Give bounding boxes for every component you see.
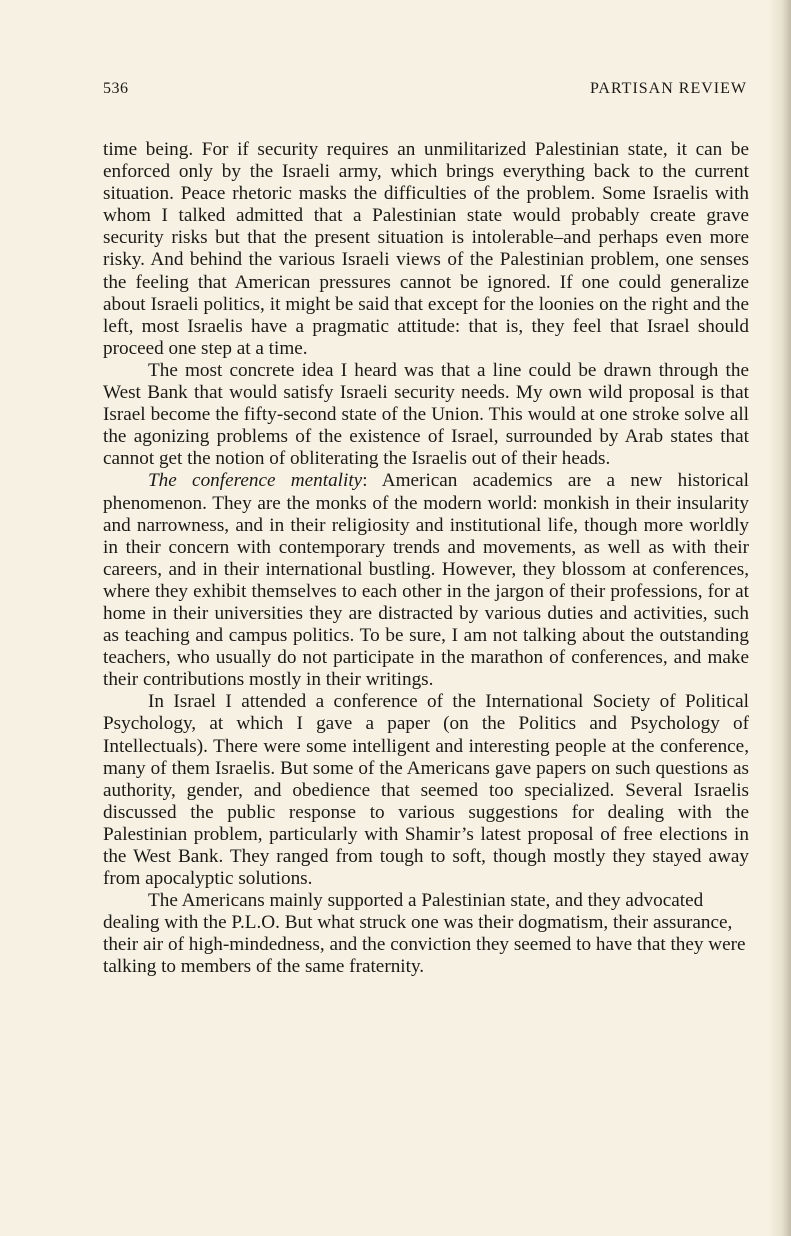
paragraph-4: In Israel I attended a conference of the International Society of Political Psychology, at which I gave a paper (on the Politics and Psychology of Intellectuals). There were some intelligent and interesting people at the conference, many of them Israelis. But some of the Americans gave papers on such questions as authority, gender, and obedience that seemed too specialized. Several Israelis discussed the public response to various suggestions for dealing with the Palestinian problem, particularly with Shamir’s latest proposal of free elections in the West Bank. They ranged from tough to soft, though mostly they stayed away from apocalyptic solutions. xyxy=(103,691,749,890)
page-number: 536 xyxy=(103,80,129,97)
section-title: The conference mentality xyxy=(148,470,363,492)
paragraph-5: The Americans mainly supported a Palestinian state, and they advocated dealing with the P.L.O. But what struck one was their dogmatism, their assurance, their air of high-mindedness, and the conviction they seemed to have that they were talking to members of the same fraternity. xyxy=(103,890,746,978)
page-edge-shadow xyxy=(769,0,791,1236)
paragraph-2: The most concrete idea I heard was that a line could be drawn through the West Bank that would satisfy Israeli security needs. My own wild proposal is that Israel become the fifty-second state of the Union. This would at one stroke solve all the agonizing problems of the existence of Israel, surrounded by Arab states that cannot get the notion of obliterating the Israelis out of their heads. xyxy=(103,359,749,470)
paragraph-3 xyxy=(103,470,749,691)
page-header xyxy=(103,80,747,104)
paragraph-3-text: : American academics are a new historical phenomenon. They are the monks of the modern world: monkish in their insularity and narrowness, and in their religiosity and institutional life, though more worldly in their concern with contemporary trends and movements, as well as with their careers, and in their international bustling. However, they blossom at conferences, where they exhibit themselves to each other in the jargon of their professions, for at home in their universities they are distracted by various duties and activities, such as teaching and campus politics. To be sure, I am not talking about the outstanding teachers, who usually do not participate in the marathon of conferences, and make their contributions mostly in their writings. xyxy=(103,470,749,691)
running-head: PARTISAN REVIEW xyxy=(589,80,747,97)
paragraph-1: time being. For if security requires an unmilitarized Palestinian state, it can be enforced only by the Israeli army, which brings everything back to the current situation. Peace rhetoric masks the difficulties of the problem. Some Israelis with whom I talked admitted that a Palestinian state would probably create grave security risks but that the present situation is intolerable–and perhaps even more risky. And behind the various Israeli views of the Palestinian problem, one senses the feeling that American pressures cannot be ignored. If one could generalize about Israeli politics, it might be said that except for the loonies on the right and the left, most Israelis have a pragmatic attitude: that is, they feel that Israel should proceed one step at a time. xyxy=(103,139,749,359)
article-body xyxy=(103,139,749,979)
